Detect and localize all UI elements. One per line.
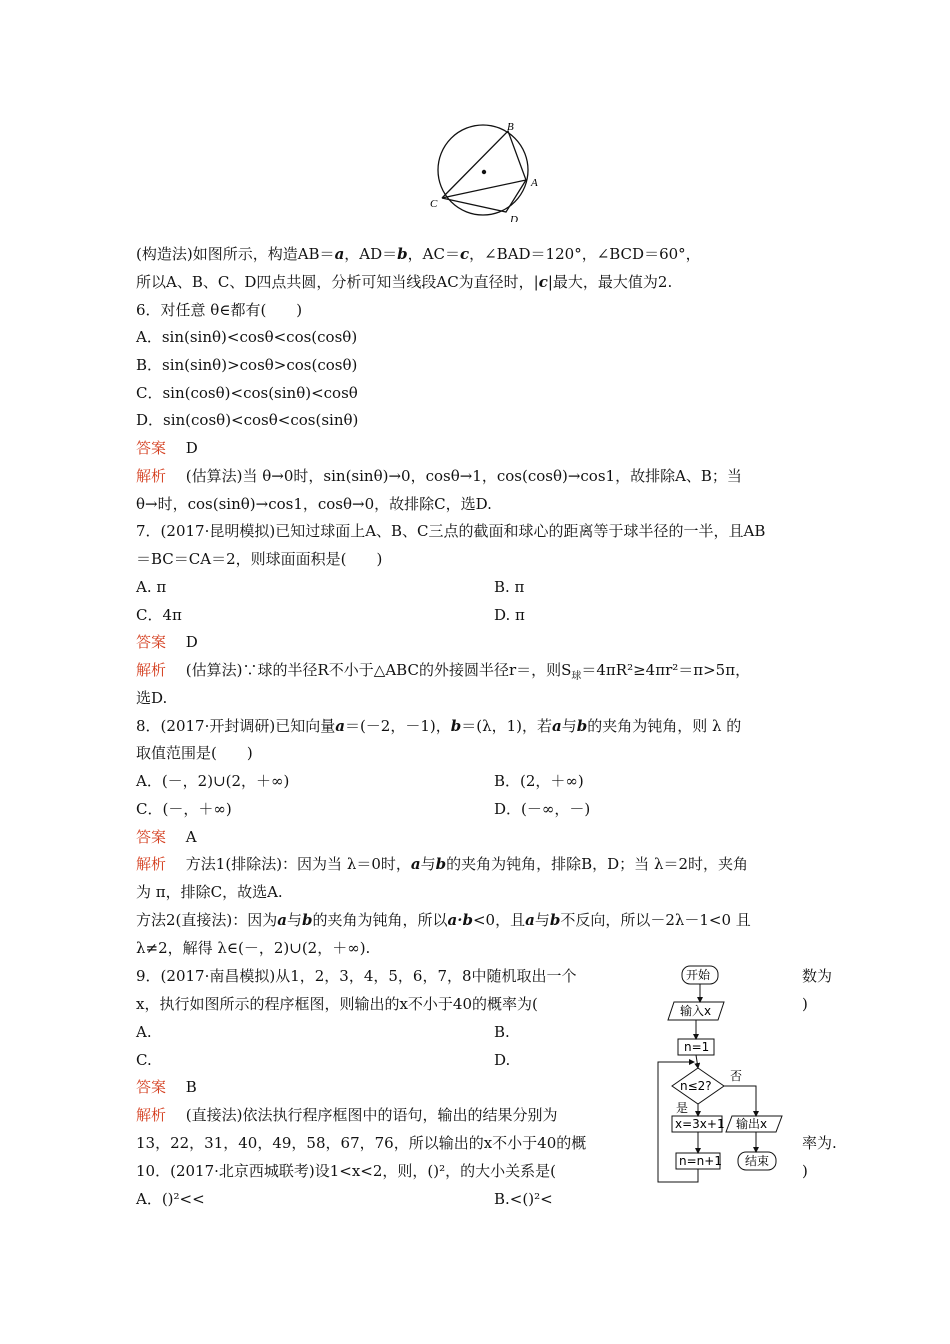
question-10-paren: )	[802, 1162, 808, 1180]
option-b: B. π	[494, 578, 525, 596]
flow-assign: x=3x+1	[675, 1117, 725, 1131]
option-a: A.	[136, 1023, 152, 1041]
option-a: A．()²<<	[136, 1190, 205, 1208]
question-8-cont: 取值范围是( )	[136, 744, 253, 762]
answer-line: 答案 D	[136, 439, 198, 457]
option-c: C．sin(cosθ)<cos(sinθ)<cosθ	[136, 384, 358, 402]
label-B: B	[507, 121, 514, 133]
flow-init: n=1	[684, 1040, 710, 1054]
answer-line: 答案 A	[136, 828, 197, 846]
option-d: D. π	[494, 606, 525, 624]
option-c: C．4π	[136, 606, 182, 624]
question-9-cont: x，执行如图所示的程序框图，则输出的x不小于40的概率为(	[136, 995, 538, 1013]
flow-cond: n≤2?	[680, 1079, 712, 1093]
question-9-paren: )	[802, 995, 808, 1013]
option-a: A. π	[136, 578, 167, 596]
analysis-line: θ→时，cos(sinθ)→cos1，cosθ→0，故排除C，选D.	[136, 495, 492, 513]
analysis-line: λ≠2，解得 λ∈(－，2)∪(2，＋∞).	[136, 939, 371, 957]
flowchart	[654, 962, 794, 1186]
circle-quadrilateral-figure	[428, 118, 544, 222]
flow-output: 输出x	[736, 1117, 768, 1131]
analysis-line: 解析 方法1(排除法)：因为当 λ＝0时，a与b的夹角为钝角，排除B，D；当 λ＝2时，夹角	[136, 855, 748, 873]
label-A: A	[531, 177, 538, 189]
answer-line: 答案 B	[136, 1078, 197, 1096]
label-C: C	[430, 198, 438, 210]
analysis-line: 解析 (估算法)∵球的半径R不小于△ABC的外接圆半径r＝，则$S_球=4\pi R^2\ge 4\pi r^2=\pi>5\pi$，	[136, 661, 751, 682]
answer-line: 答案 D	[136, 633, 198, 651]
question-9-end: 数为	[802, 967, 833, 985]
option-a: A．(－，2)∪(2，＋∞)	[136, 772, 290, 790]
option-c: C．(－，＋∞)	[136, 800, 232, 818]
analysis-line: 解析 (直接法)依法执行程序框图中的语句，输出的结果分别为	[136, 1106, 558, 1124]
question-8: 8．(2017·开封调研)已知向量a＝(－2，－1)，b＝(λ，1)，若a与b的夹角为钝角，则 λ 的	[136, 717, 742, 735]
question-6: 6．对任意 θ∈都有( )	[136, 301, 303, 319]
option-a: A．sin(sinθ)<cosθ<cos(cosθ)	[136, 328, 358, 346]
option-b: B.<()²<	[494, 1190, 553, 1208]
option-b: B．sin(sinθ)>cosθ>cos(cosθ)	[136, 356, 358, 374]
option-d: D.	[494, 1051, 511, 1069]
text-line: 所以A、B、C、D四点共圆，分析可知当线段AC为直径时，|c|最大，最大值为2.	[136, 273, 673, 291]
option-d: D．sin(cosθ)<cosθ<cos(sinθ)	[136, 411, 359, 429]
flow-yes: 是	[676, 1101, 689, 1115]
analysis-line: 方法2(直接法)：因为a与b的夹角为钝角，所以a·b<0，且a与b不反向，所以－2λ－1<0 且	[136, 911, 751, 929]
flow-input: 输入x	[680, 1004, 712, 1018]
analysis-line: 为 π，排除C，故选A.	[136, 883, 283, 901]
question-9: 9．(2017·南昌模拟)从1，2，3，4，5，6，7，8中随机取出一个	[136, 967, 577, 985]
question-10: 10．(2017·北京西城联考)设1<x<2，则，()²，的大小关系是(	[136, 1162, 556, 1180]
flow-inc: n=n+1	[679, 1154, 722, 1168]
label-D: D	[510, 214, 518, 222]
option-b: B.	[494, 1023, 510, 1041]
analysis-line: 13，22，31，40，49，58，67，76，所以输出的x不小于40的概	[136, 1134, 587, 1152]
flow-start: 开始	[686, 968, 711, 982]
flow-end: 结束	[745, 1154, 770, 1168]
option-b: B．(2，＋∞)	[494, 772, 584, 790]
analysis-line-end: 率为.	[802, 1134, 837, 1152]
question-7: 7．(2017·昆明模拟)已知过球面上A、B、C三点的截面和球心的距离等于球半径的一半，且AB	[136, 522, 766, 540]
flow-no: 否	[730, 1069, 743, 1083]
analysis-line: 选D.	[136, 689, 168, 707]
text-line: (构造法)如图所示，构造AB＝a，AD＝b，AC＝c，∠BAD＝120°，∠BCD＝60°，	[136, 245, 701, 263]
option-c: C.	[136, 1051, 152, 1069]
analysis-line: 解析 (估算法)当 θ→0时，sin(sinθ)→0，cosθ→1，cos(cosθ)→cos1，故排除A、B；当	[136, 467, 742, 485]
option-d: D．(－∞，－)	[494, 800, 591, 818]
question-7-cont: ＝BC＝CA＝2，则球面面积是( )	[136, 550, 383, 568]
